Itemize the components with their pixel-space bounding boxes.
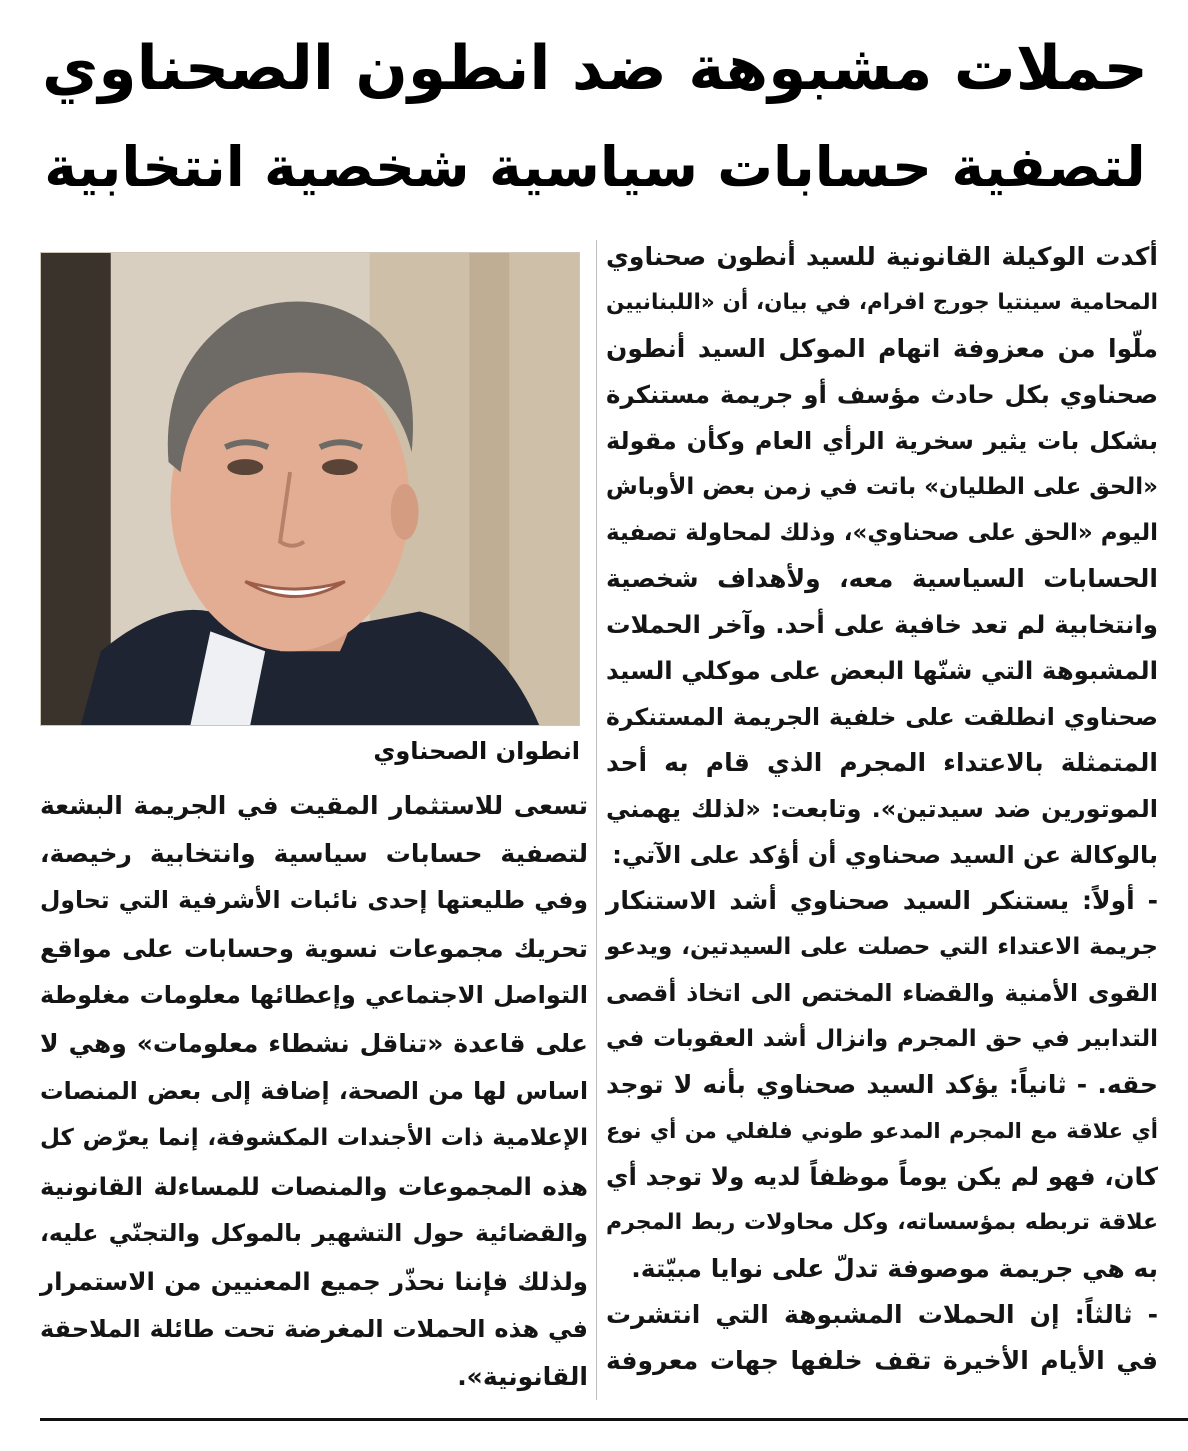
article-line: ملّوا من معزوفة اتهام الموكل السيد أنطون	[606, 334, 1158, 363]
article-column-right	[606, 234, 1158, 1384]
article-line: هذه المجموعات والمنصات للمساءلة القانونية	[40, 1171, 588, 1201]
article-line: المشبوهة التي شنّها البعض على موكلي السيد	[606, 656, 1158, 685]
right-eye	[322, 459, 358, 475]
article-line: صحناوي انطلقت على خلفية الجريمة المستنكرة	[606, 703, 1158, 731]
article-line: التدابير في حق المجرم وانزال أشد العقوبات في	[606, 1026, 1158, 1052]
left-eye	[227, 459, 263, 475]
article-line: لتصفية حسابات سياسية وانتخابية رخيصة،	[40, 838, 588, 868]
article-line: الحسابات السياسية معه، ولأهداف شخصية	[606, 564, 1158, 593]
article-line: القانونية».	[457, 1362, 588, 1392]
article-line: تسعى للاستثمار المقيت في الجريمة البشعة	[40, 791, 588, 820]
photo-caption: انطوان الصحناوي	[373, 737, 580, 765]
article-line: المحامية سينتيا جورج افرام، في بيان، أن «اللبنانيين	[606, 290, 1158, 315]
article-column-left	[40, 782, 588, 1401]
article-line: «الحق على الطليان» باتت في زمن بعض الأوباش	[605, 474, 1158, 500]
ear	[391, 484, 419, 540]
portrait-photo	[40, 252, 580, 726]
article-line: ولذلك فإننا نحذّر جميع المعنيين من الاستمرار	[40, 1266, 588, 1296]
column-divider	[596, 240, 597, 1400]
headline-line-1: حملات مشبوهة ضد انطون الصحناوي	[42, 32, 1148, 104]
article-line: الإعلامية ذات الأجندات المكشوفة، إنما يعرّض كل	[40, 1125, 588, 1152]
headline	[40, 18, 1150, 218]
article-line: اليوم «الحق على صحناوي»، وذلك لمحاولة تصفية	[606, 520, 1158, 546]
article-line: التواصل الاجتماعي وإعطائها معلومات مغلوطة	[40, 981, 588, 1010]
article-line: - أولاً: يستنكر السيد صحناوي أشد الاستنكار	[606, 886, 1158, 915]
article-line: في الأيام الأخيرة تقف خلفها جهات معروفة	[606, 1346, 1158, 1375]
article-line: القوى الأمنية والقضاء المختص الى اتخاذ أقصى	[606, 979, 1158, 1007]
article-line: على قاعدة «تناقل نشطاء معلومات» وهي لا	[40, 1028, 588, 1058]
article-line: الموتورين ضد سيدتين». وتابعت: «لذلك يهمني	[606, 795, 1158, 823]
article-line: علاقة تربطه بمؤسساته، وكل محاولات ربط المجرم	[606, 1210, 1158, 1235]
article-line: المتمثلة بالاعتداء المجرم الذي قام به أحد	[606, 748, 1158, 777]
article-line: بشكل بات يثير سخرية الرأي العام وكأن مقولة	[606, 427, 1158, 455]
article-line: جريمة الاعتداء التي حصلت على السيدتين، ويدعو	[606, 934, 1158, 960]
article-line: أكدت الوكيلة القانونية للسيد أنطون صحناوي	[606, 242, 1158, 271]
article-line: كان، فهو لم يكن يوماً موظفاً لديه ولا توجد أي	[606, 1162, 1158, 1191]
article-line: حقه. - ثانياً: يؤكد السيد صحناوي بأنه لا توجد	[606, 1070, 1158, 1099]
bottom-rule	[40, 1418, 1188, 1421]
article-line: والقضائية حول التشهير بالموكل والتجنّي عليه،	[40, 1219, 588, 1248]
article-line: أي علاقة مع المجرم المدعو طوني فلفلي من أي نوع	[606, 1119, 1158, 1143]
article-line: - ثالثاً: إن الحملات المشبوهة التي انتشرت	[606, 1300, 1158, 1329]
article-line: وفي طليعتها إحدى نائبات الأشرفية التي تحاول	[40, 886, 588, 915]
article-line: تحريك مجموعات نسوية وحسابات على مواقع	[40, 933, 588, 963]
headline-line-2: لتصفية حسابات سياسية شخصية انتخابية	[44, 135, 1146, 200]
article-line: بالوكالة عن السيد صحناوي أن أؤكد على الآتي:	[612, 841, 1158, 869]
article-line: اساس لها من الصحة، إضافة إلى بعض المنصات	[40, 1076, 588, 1105]
portrait-illustration	[41, 253, 579, 725]
article-line: صحناوي بكل حادث مؤسف أو جريمة مستنكرة	[606, 380, 1158, 409]
article-line: به هي جريمة موصوفة تدلّ على نوايا مبيّتة.	[631, 1254, 1158, 1283]
article-line: وانتخابية لم تعد خافية على أحد. وآخر الحملات	[606, 610, 1158, 639]
article-line: في هذه الحملات المغرضة تحت طائلة الملاحقة	[40, 1314, 588, 1343]
